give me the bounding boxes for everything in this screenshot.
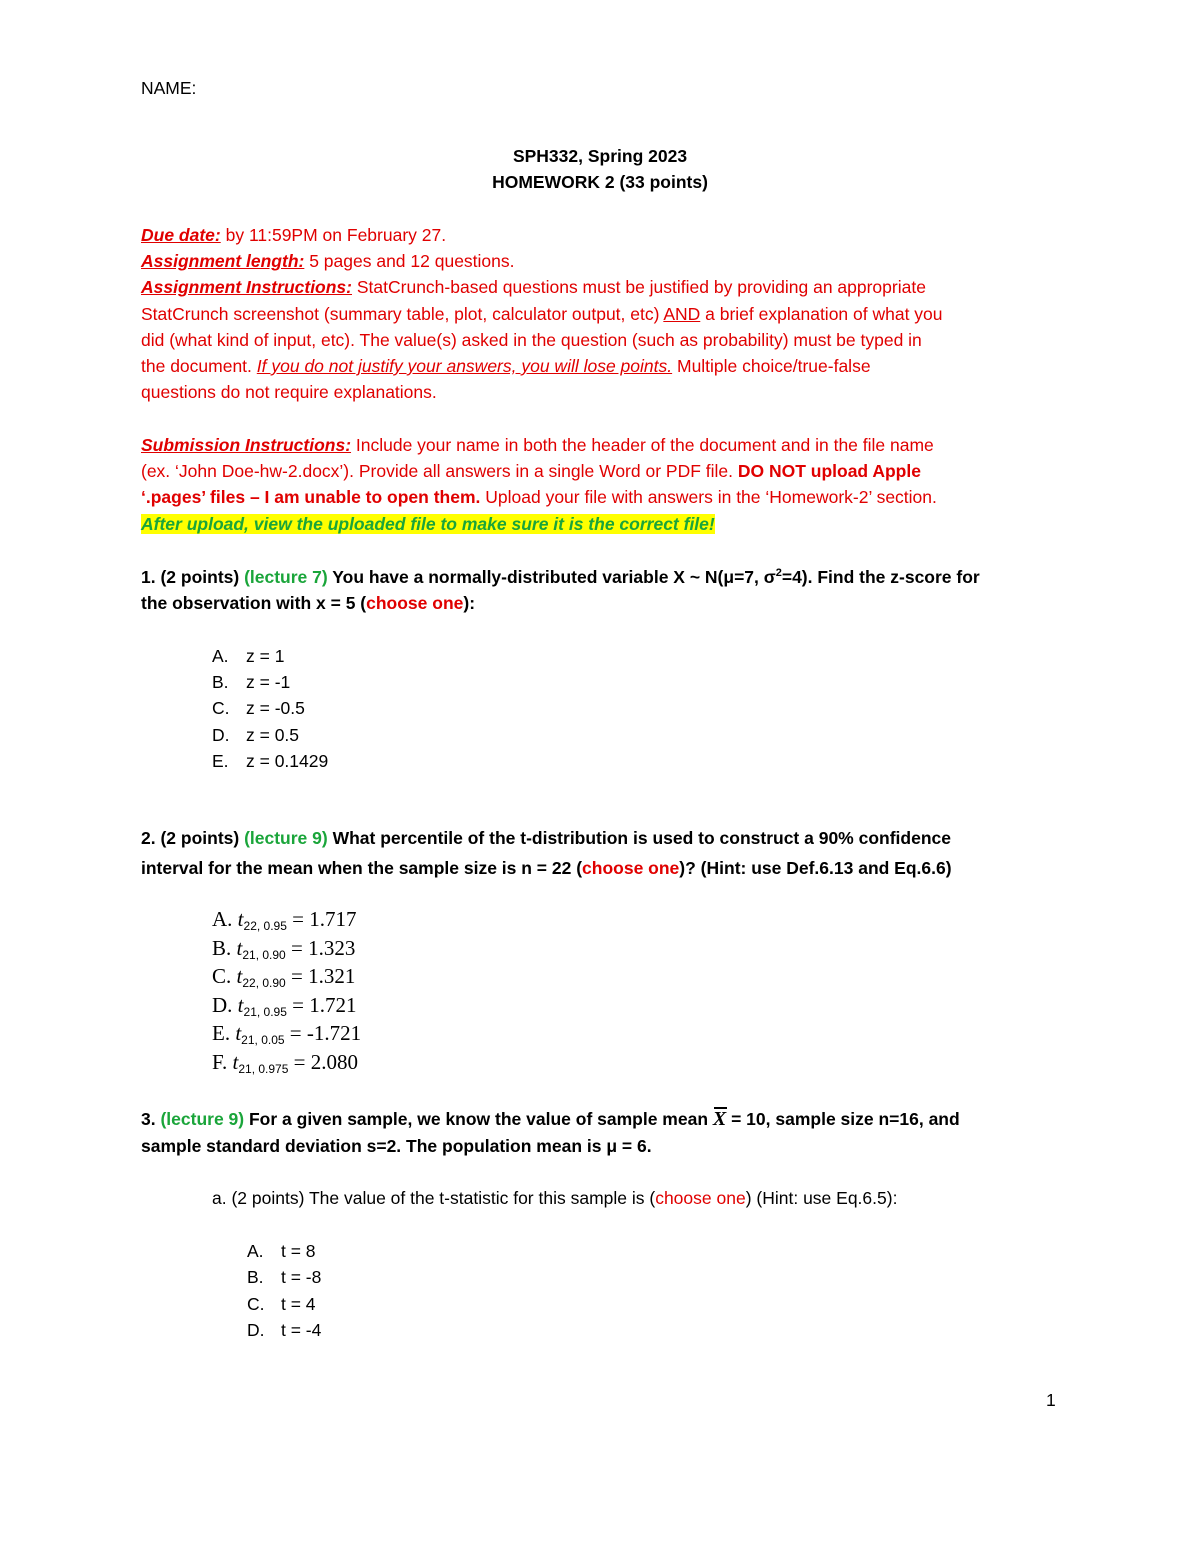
- instructions-line-1: Assignment Instructions: StatCrunch-based questions must be justified by providing an appropriate: [141, 277, 926, 297]
- q2-option-b: B. $t_{21, 0.90} = 1.323$: [212, 936, 356, 962]
- q1-option-c: C. z = -0.5: [212, 698, 305, 718]
- course-title: SPH332, Spring 2023: [512, 146, 688, 166]
- justify-warning: If you do not justify your answers, you will lose points.: [256, 356, 673, 376]
- instructions-line-3: did (what kind of input, etc). The value(s) asked in the question (such as probability) must be typed in: [141, 330, 922, 350]
- q1-option-a: A. z = 1: [212, 646, 285, 666]
- upload-check-highlight: After upload, view the uploaded file to make sure it is the correct file!: [141, 514, 715, 534]
- sample-mean-symbol: X: [712, 1108, 727, 1130]
- submission-line-2: (ex. ‘John Doe-hw-2.docx’). Provide all answers in a single Word or PDF file. DO NOT upload Apple: [141, 461, 921, 481]
- q3-line-1: 3. (lecture 9) For a given sample, we know the value of sample mean X = 10, sample size n=16, and: [141, 1108, 960, 1130]
- q1-option-e: E. z = 0.1429: [212, 751, 329, 771]
- name-label: NAME:: [141, 78, 197, 98]
- q1-line-2: the observation with x = 5 (choose one):: [141, 593, 476, 613]
- q2-option-e: E. $t_{21, 0.05} = -1.721$: [212, 1021, 362, 1047]
- q2-option-a: A. $t_{22, 0.95} = 1.717$: [212, 907, 357, 933]
- q2-line-1: 2. (2 points) (lecture 9) What percentile of the t-distribution is used to construct a 90% confidence: [141, 828, 951, 848]
- q2-option-c: C. $t_{22, 0.90} = 1.321$: [212, 964, 356, 990]
- q2-lecture: (lecture 9): [244, 828, 328, 848]
- q2-option-f: F. $t_{21, 0.975} = 2.080$: [212, 1050, 358, 1076]
- q3a-prompt: a. (2 points) The value of the t-statistic for this sample is (choose one) (Hint: use Eq.6.5):: [212, 1188, 898, 1208]
- q2-choose-one: choose one: [582, 858, 680, 878]
- q2-option-d: D. $t_{21, 0.95} = 1.721$: [212, 993, 357, 1019]
- and-emphasis: AND: [663, 304, 701, 324]
- q3-line-2: sample standard deviation s=2. The population mean is μ = 6.: [141, 1136, 652, 1156]
- submission-line-3: ‘.pages’ files – I am unable to open them. Upload your file with answers in the ‘Homework-2’ section.: [141, 487, 937, 507]
- homework-title: HOMEWORK 2 (33 points): [492, 172, 708, 192]
- apple-warning: DO NOT upload Apple: [737, 461, 921, 481]
- due-date-label: Due date:: [141, 225, 221, 245]
- q3a-option-d: D. t = -4: [247, 1320, 322, 1340]
- q3a-choose-one: choose one: [655, 1188, 746, 1208]
- q1-lecture: (lecture 7): [244, 567, 328, 587]
- q1-line-1: 1. (2 points) (lecture 7) You have a normally-distributed variable X ~ N(μ=7, $\sigma^2=4$). Find the z-score for: [141, 567, 980, 587]
- q3a-option-a: A. t = 8: [247, 1241, 316, 1261]
- instructions-line-2: StatCrunch screenshot (summary table, plot, calculator output, etc) AND a brief explanation of what you: [141, 304, 943, 324]
- assignment-length-label: Assignment length:: [141, 251, 305, 271]
- assignment-length-value: 5 pages and 12 questions.: [304, 251, 515, 271]
- q3a-option-c: C. t = 4: [247, 1294, 316, 1314]
- q1-option-b: B. z = -1: [212, 672, 291, 692]
- q1-choose-one: choose one: [366, 593, 464, 613]
- q3a-option-b: B. t = -8: [247, 1267, 322, 1287]
- q3-lecture: (lecture 9): [160, 1109, 245, 1129]
- instructions-label: Assignment Instructions:: [141, 277, 352, 297]
- due-date-value: by 11:59PM on February 27.: [220, 225, 447, 245]
- due-date-line: [141, 222, 446, 248]
- submission-label: Submission Instructions:: [141, 435, 352, 455]
- assignment-length-line: [141, 248, 515, 274]
- instructions-line-4: the document. If you do not justify your answers, you will lose points. Multiple choice/true-false: [141, 356, 871, 376]
- instructions-line-5: questions do not require explanations.: [141, 382, 437, 402]
- submission-line-4: [141, 511, 715, 537]
- page-number: 1: [1046, 1390, 1056, 1410]
- submission-line-1: Submission Instructions: Include your name in both the header of the document and in the file name: [141, 435, 934, 455]
- q1-option-d: D. z = 0.5: [212, 725, 300, 745]
- q2-line-2: interval for the mean when the sample size is n = 22 (choose one)? (Hint: use Def.6.13 and Eq.6.6): [141, 858, 952, 878]
